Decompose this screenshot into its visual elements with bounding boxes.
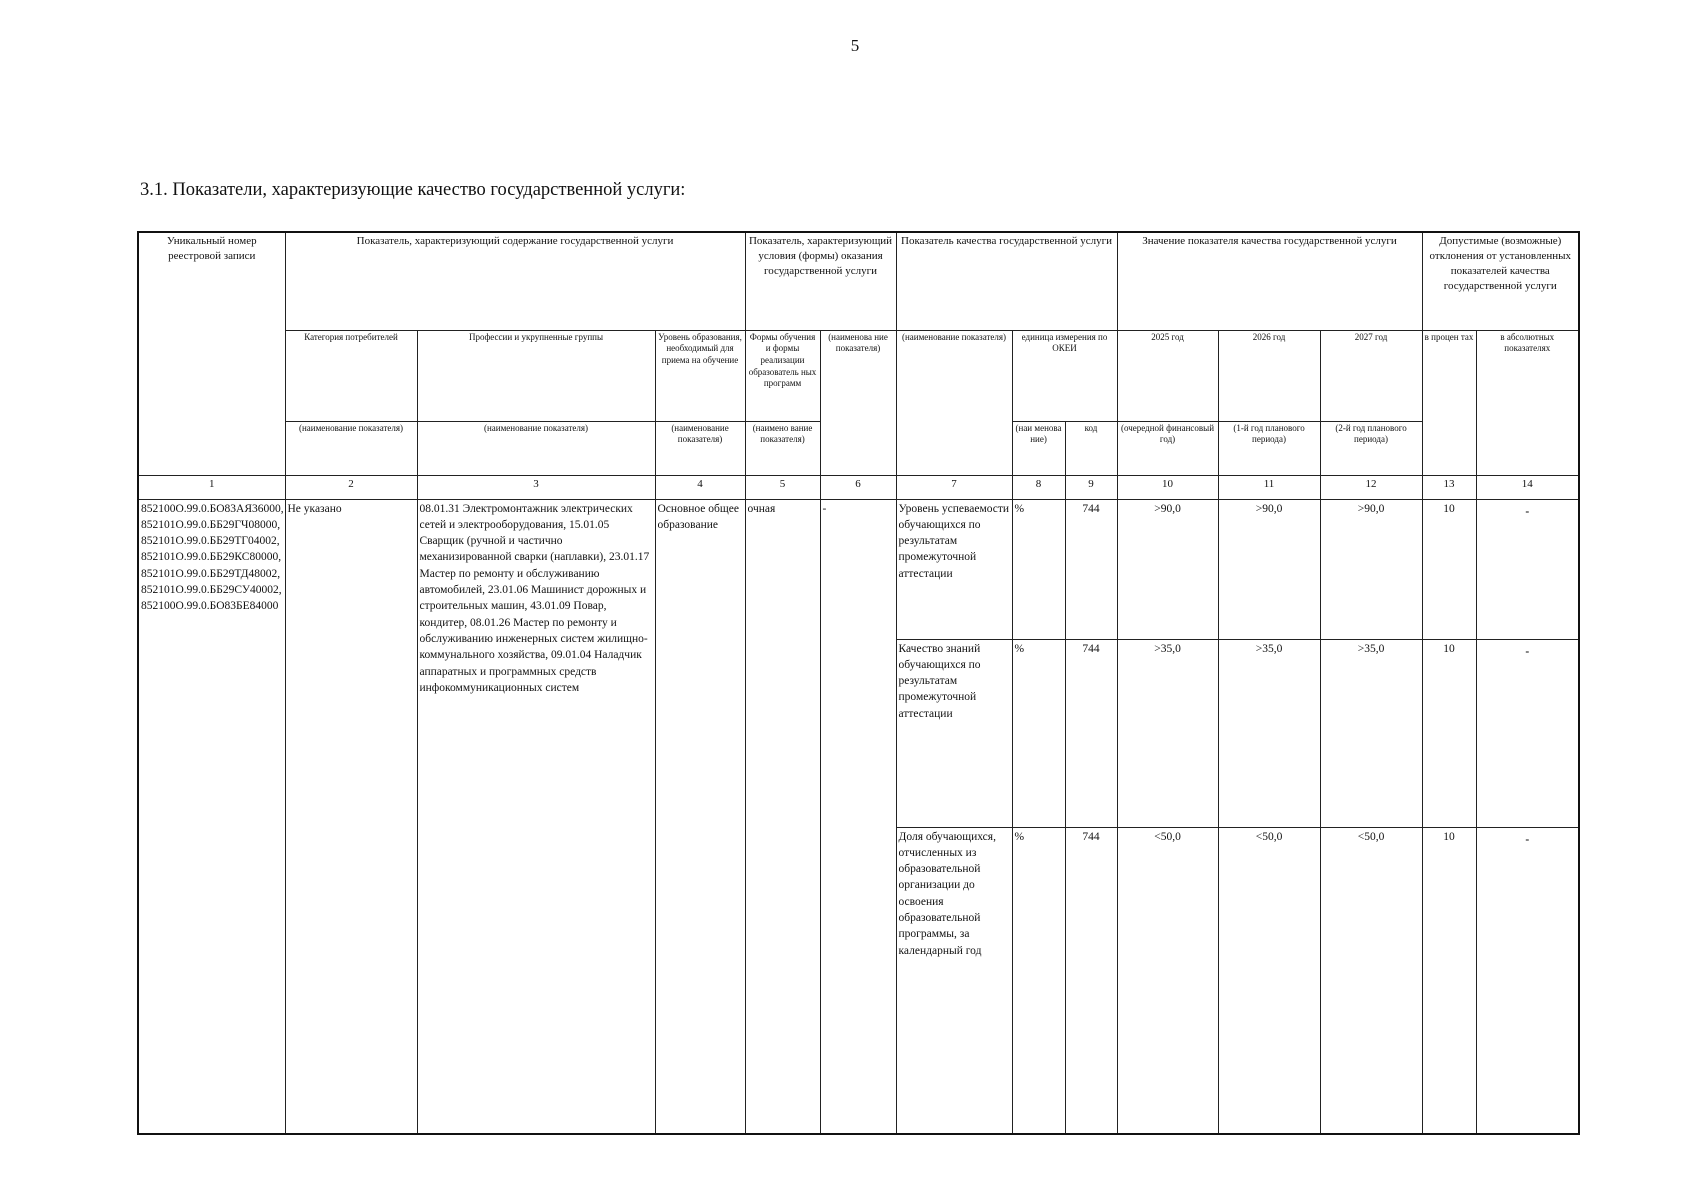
header-professions: Профессии и укрупненные группы — [417, 330, 655, 421]
header-deviations: Допустимые (возможные) отклонения от установленных показателей качества государственной услуги — [1422, 232, 1579, 330]
page-number: 5 — [850, 36, 860, 55]
column-number: 7 — [896, 475, 1012, 499]
header-quality-value: Значение показателя качества государственной услуги — [1117, 232, 1422, 330]
header-unit-okei: единица измерения по ОКЕИ — [1012, 330, 1117, 421]
subheader-plan-year-1: (1-й год планового периода) — [1218, 421, 1320, 475]
deviation-percent: 10 — [1422, 639, 1476, 827]
deviation-absolute-value: - — [1525, 833, 1530, 846]
value-2026: >35,0 — [1218, 639, 1320, 827]
column-number: 14 — [1476, 475, 1579, 499]
header-row-1 — [138, 232, 1579, 330]
indicator-code: 744 — [1065, 827, 1117, 1134]
subheader-name-2: (наименование показателя) — [285, 421, 417, 475]
value-2025: >35,0 — [1117, 639, 1218, 827]
header-quality-indicator: Показатель качества государственной услуги — [896, 232, 1117, 330]
column-number: 11 — [1218, 475, 1320, 499]
col6-value: - — [820, 499, 896, 1134]
value-2025: >90,0 — [1117, 499, 1218, 639]
deviation-absolute-value: - — [1525, 645, 1530, 658]
value-2027: >35,0 — [1320, 639, 1422, 827]
header-col6-name: (наименова ние показателя) — [820, 330, 896, 475]
deviation-absolute — [1476, 639, 1579, 827]
indicator-name: Доля обучающихся, отчисленных из образовательной организации до освоения образовательной программы, за календарный год — [896, 827, 1012, 1134]
column-number-row — [138, 475, 1579, 499]
subheader-unit-name: (наи менова ние) — [1012, 421, 1065, 475]
subheader-next-year: (очередной финансовый год) — [1117, 421, 1218, 475]
column-number: 2 — [285, 475, 417, 499]
column-number: 3 — [417, 475, 655, 499]
column-number: 13 — [1422, 475, 1476, 499]
professions-list: 08.01.31 Электромонтажник электрических сетей и электрооборудования, 15.01.05 Сварщик (ручной и частично механизированной сварки (наплавки), 23.01.17 Мастер по ремонту и обслуживанию автомобилей, 23.01.06 Машинист дорожных и строительных машин, 43.01.09 Повар, кондитер, 08.01.26 Мастер по ремонту и обслуживанию инженерных систем жилищно-коммунального хозяйства, 09.01.04 Наладчик аппаратных и программных средств инфокоммуникационных систем — [417, 499, 655, 1134]
subheader-name-4: (наименование показателя) — [655, 421, 745, 475]
indicator-unit: % — [1012, 499, 1065, 639]
indicator-name: Уровень успеваемости обучающихся по результатам промежуточной аттестации — [896, 499, 1012, 639]
column-number: 10 — [1117, 475, 1218, 499]
deviation-absolute — [1476, 827, 1579, 1134]
value-2027: <50,0 — [1320, 827, 1422, 1134]
consumer-category: Не указано — [285, 499, 417, 1134]
subheader-name-3: (наименование показателя) — [417, 421, 655, 475]
value-2025: <50,0 — [1117, 827, 1218, 1134]
indicator-code: 744 — [1065, 499, 1117, 639]
indicator-unit: % — [1012, 639, 1065, 827]
deviation-absolute — [1476, 499, 1579, 639]
header-conditions-indicator: Показатель, характеризующий условия (формы) оказания государственной услуги — [745, 232, 896, 330]
indicator-unit: % — [1012, 827, 1065, 1134]
column-number: 8 — [1012, 475, 1065, 499]
subheader-plan-year-2: (2-й год планового периода) — [1320, 421, 1422, 475]
column-number: 6 — [820, 475, 896, 499]
deviation-percent: 10 — [1422, 499, 1476, 639]
column-number: 5 — [745, 475, 820, 499]
education-level: Основное общее образование — [655, 499, 745, 1134]
header-indicator-name: (наименование показателя) — [896, 330, 1012, 475]
indicator-name: Качество знаний обучающихся по результатам промежуточной аттестации — [896, 639, 1012, 827]
quality-indicators-table — [137, 231, 1580, 1135]
registry-numbers: 852100О.99.0.БО83АЯ36000, 852101О.99.0.ББ29ГЧ08000, 852101О.99.0.ББ29ТГ04002, 852101О.99.0.ББ29КС80000, 852101О.99.0.ББ29ТД48002, 852101О.99.0.ББ29СУ40002, 852100О.99.0.БО83БЕ84000 — [138, 499, 285, 1134]
value-2027: >90,0 — [1320, 499, 1422, 639]
header-year-2026: 2026 год — [1218, 330, 1320, 421]
value-2026: <50,0 — [1218, 827, 1320, 1134]
deviation-percent: 10 — [1422, 827, 1476, 1134]
header-education-level: Уровень образования, необходимый для приема на обучение — [655, 330, 745, 421]
subheader-name-5: (наимено вание показателя) — [745, 421, 820, 475]
header-content-indicator: Показатель, характеризующий содержание государственной услуги — [285, 232, 745, 330]
header-unique-number: Уникальный номер реестровой записи — [138, 232, 285, 475]
header-consumer-category: Категория потребителей — [285, 330, 417, 421]
value-2026: >90,0 — [1218, 499, 1320, 639]
column-number: 4 — [655, 475, 745, 499]
header-year-2027: 2027 год — [1320, 330, 1422, 421]
section-title: 3.1. Показатели, характеризующие качество государственной услуги: — [140, 180, 686, 200]
header-row-2 — [138, 330, 1579, 421]
indicator-code: 744 — [1065, 639, 1117, 827]
header-in-percent: в процен тах — [1422, 330, 1476, 475]
header-study-forms: Формы обучения и формы реализации образователь ных программ — [745, 330, 820, 421]
deviation-absolute-value: - — [1525, 505, 1530, 518]
column-number: 12 — [1320, 475, 1422, 499]
header-year-2025: 2025 год — [1117, 330, 1218, 421]
subheader-unit-code: код — [1065, 421, 1117, 475]
column-number: 1 — [138, 475, 285, 499]
study-form: очная — [745, 499, 820, 1134]
table-row — [138, 499, 1579, 639]
header-in-absolute: в абсолютных показателях — [1476, 330, 1579, 475]
column-number: 9 — [1065, 475, 1117, 499]
